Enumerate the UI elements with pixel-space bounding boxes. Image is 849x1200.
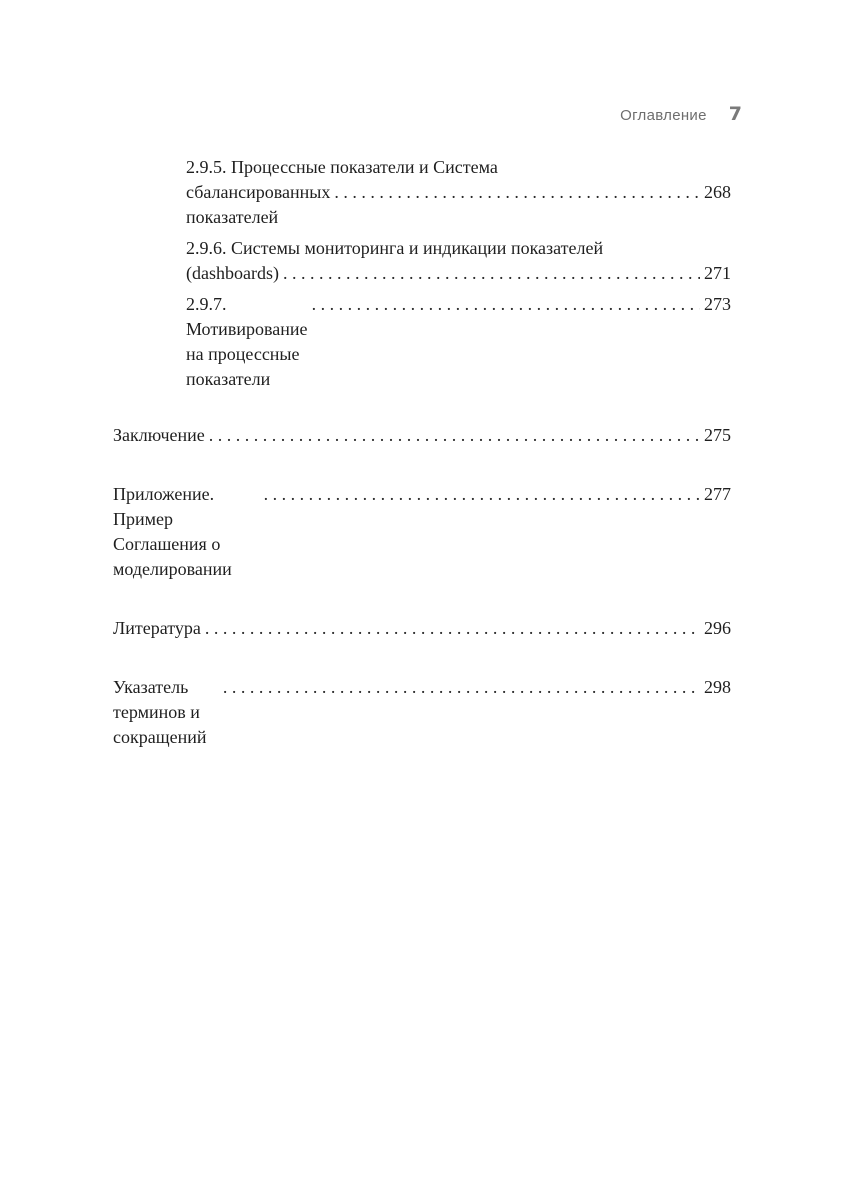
running-title: Оглавление bbox=[620, 107, 707, 124]
toc-entry-title: сбалансированных показателей bbox=[186, 182, 331, 227]
toc-entry-literature[interactable] bbox=[113, 616, 731, 641]
toc-page-number: 298 bbox=[704, 677, 731, 697]
toc-entry-title-line bbox=[186, 236, 731, 261]
dot-leader bbox=[205, 616, 700, 641]
dot-leader bbox=[209, 423, 700, 448]
toc-entry-title: Заключение bbox=[113, 425, 205, 445]
toc-entry-title: 2.9.6. Системы мониторинга и индикации показателей bbox=[186, 238, 604, 258]
dot-leader bbox=[312, 292, 700, 317]
toc-page-number: 268 bbox=[704, 182, 731, 202]
toc-entry-appendix[interactable] bbox=[113, 482, 731, 582]
toc-entry-title: Литература bbox=[113, 618, 201, 638]
toc-entry-last-line bbox=[113, 616, 731, 641]
toc-entry-last-line bbox=[113, 482, 731, 582]
toc-entry-title: Указатель терминов и сокращений bbox=[113, 677, 207, 747]
toc-entry-2-9-6[interactable] bbox=[113, 236, 731, 286]
toc-entry-title: (dashboards) bbox=[186, 263, 279, 283]
toc-entry-last-line bbox=[113, 675, 731, 750]
toc-entry-last-line bbox=[186, 292, 731, 392]
toc-entry-conclusion[interactable] bbox=[113, 423, 731, 448]
dot-leader bbox=[283, 261, 700, 286]
toc-page-number: 296 bbox=[704, 618, 731, 638]
table-of-contents bbox=[113, 155, 731, 750]
running-head bbox=[620, 103, 742, 125]
toc-page-number: 271 bbox=[704, 263, 731, 283]
toc-entry-last-line bbox=[186, 180, 731, 230]
toc-entry-title: 2.9.5. Процессные показатели и Система bbox=[186, 157, 498, 177]
toc-entry-title-line bbox=[186, 155, 731, 180]
toc-page-number: 273 bbox=[704, 294, 731, 314]
dot-leader bbox=[264, 482, 700, 507]
toc-entry-last-line bbox=[186, 261, 731, 286]
toc-entry-last-line bbox=[113, 423, 731, 448]
dot-leader bbox=[334, 180, 700, 205]
page-number: 7 bbox=[728, 103, 742, 125]
toc-entry-title: 2.9.7. Мотивирование на процессные показатели bbox=[186, 294, 308, 389]
toc-entry-index[interactable] bbox=[113, 675, 731, 750]
toc-page-number: 277 bbox=[704, 484, 731, 504]
toc-page-number: 275 bbox=[704, 425, 731, 445]
toc-entry-title: Приложение. Пример Соглашения о моделировании bbox=[113, 484, 232, 579]
dot-leader bbox=[223, 675, 700, 700]
toc-entry-2-9-5[interactable] bbox=[113, 155, 731, 230]
toc-entry-2-9-7[interactable] bbox=[113, 292, 731, 392]
